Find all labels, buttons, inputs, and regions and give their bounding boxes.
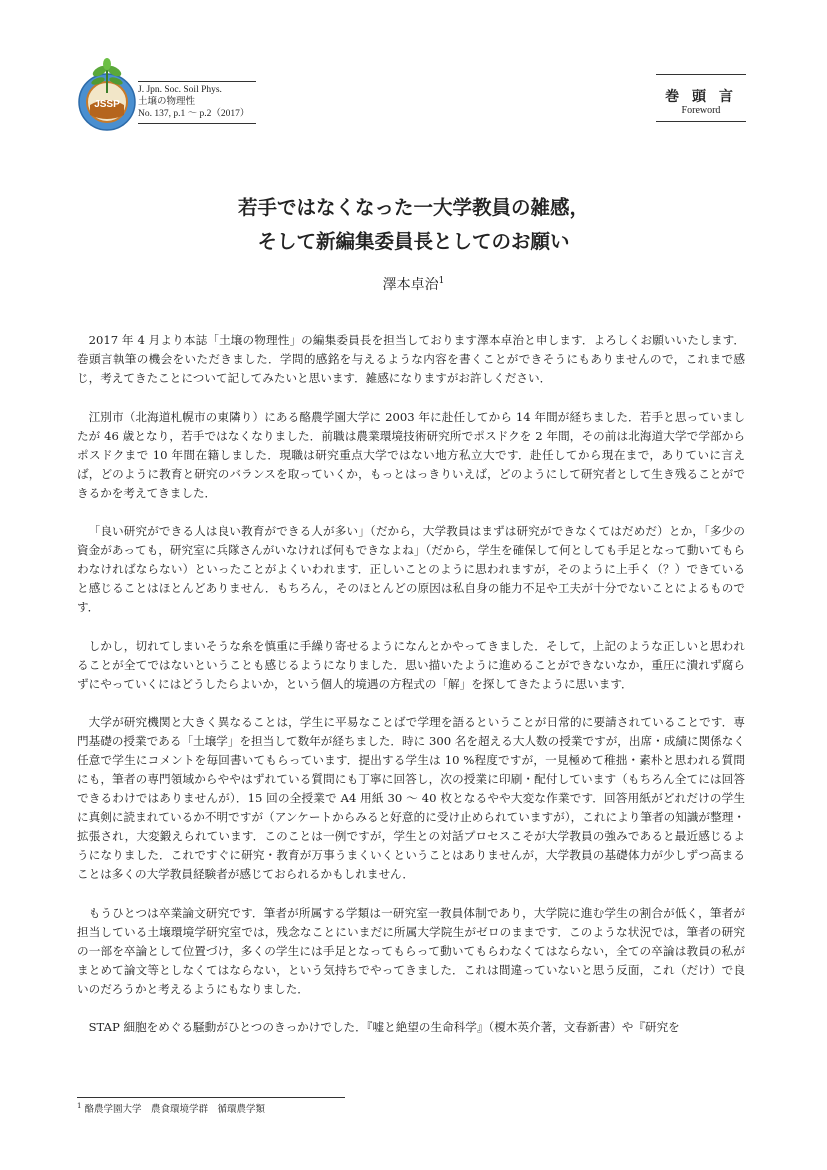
paragraph: 「良い研究ができる人は良い教育ができる人が多い」（だから，大学教員はまずは研究ができなくてはだめだ）とか，「多少の資金があっても，研究室に兵隊さんがいなければ何もできなよね」（だから，学生を確保して何としても手足となって動いてもらわなければならない）といったことがよくいわれます．正しいことのように思われますが，そのように上手く（？）できていると感じることはほとんどありません．もちろん，そのほとんどの原因は私自身の能力不足や工夫が十分でないことによるものです． bbox=[77, 524, 745, 614]
title-line-2: そして新編集委員長としてのお願い bbox=[257, 230, 570, 253]
author-name: 澤本卓治 bbox=[382, 277, 439, 293]
paragraph: もうひとつは卒業論文研究です．筆者が所属する学類は一研究室一教員体制であり，大学院に進む学生の割合が低く，筆者が担当している土壌環境学研究室では，残念なことにいまだに所属大学院生がゼロのままです．このような状況では，筆者の研究の一部を卒論として位置づけ，多くの学生には手足となってもらって動いてもらわなくてはならない，全ての卒論は教員の私がまとめて論文等としなくてはならない，という気持ちでやってきました．これは間違っていないと思う反面，これ（だけ）で良いのだろうかと考えるようにもなりました． bbox=[77, 905, 745, 996]
society-logo bbox=[76, 57, 138, 135]
journal-issue: No. 137, p.1 ～ p.2（2017） bbox=[138, 109, 250, 119]
section-label-jp: 巻 頭 言 bbox=[665, 89, 737, 105]
footnote bbox=[77, 1101, 265, 1115]
section-label-en: Foreword bbox=[681, 105, 721, 116]
paragraph: 江別市（北海道札幌市の東隣り）にある酪農学園大学に 2003 年に赴任してから 14 年間が経ちました．若手と思っていましたが 46 歳となり，若手ではなくなりました．前職は農業環境技術研究所でポスドクを 2 年間，その前は北海道大学で学部からポスドクまで 10 年間在籍しました．現職は研究重点大学ではない地方私立大です．赴任してから現在まで，ありていに言えば，どのように教育と研究のバランスを取っていくか，もっとはっきりいえば，どのようにして研究者として生き残ることができるかを考えてきました． bbox=[77, 409, 745, 500]
footnote-mark: 1 bbox=[77, 1102, 82, 1110]
paragraph: STAP 細胞をめぐる騒動がひとつのきっかけでした．『嘘と絶望の生命科学』（榎木英介著，文春新書）や『研究を bbox=[88, 1020, 680, 1034]
author-affiliation-mark: 1 bbox=[438, 276, 445, 286]
journal-info bbox=[138, 84, 256, 120]
paragraph: しかし，切れてしまいそうな糸を慎重に手繰り寄せるようになんとかやってきました．そして，上記のような正しいと思われることが全てではないということも感じるようになりました．思い描いたように進めることができないなか，重圧に潰れず腐らずにやっていくにはどうしたらよいか，という個人的境遇の方程式の「解」を探してきたように思います． bbox=[77, 638, 745, 691]
footnote-text: 酪農学園大学 農食環境学群 循環農学類 bbox=[84, 1104, 266, 1115]
article-title bbox=[0, 191, 827, 259]
author-line bbox=[0, 274, 827, 294]
journal-name-jp: 土壌の物理性 bbox=[138, 97, 196, 107]
section-label bbox=[656, 74, 746, 122]
journal-name-en: J. Jpn. Soc. Soil Phys. bbox=[138, 85, 222, 95]
footnote-rule bbox=[77, 1097, 345, 1098]
title-line-1: 若手ではなくなった一大学教員の雑感， bbox=[237, 196, 589, 219]
paragraph: 2017 年 4 月より本誌「土壌の物理性」の編集委員長を担当しております澤本卓治と申します．よろしくお願いいたします．巻頭言執筆の機会をいただきました．学問的感銘を与えるような内容を書くことができそうにもありませんので，これまで感じ，考えてきたことについて記してみたいと思います．雑感になりますがお許しください． bbox=[77, 333, 745, 385]
paragraph: 大学が研究機関と大きく異なることは，学生に平易なことばで学理を語るということが日常的に要請されていることです．専門基礎の授業である「土壌学」を担当して数年が経ちました．時に 300 名を超える大人数の授業ですが，出席・成績に関係なく任意で学生にコメントを毎回書いてもらっています．提出する学生は 10 %程度ですが，一見極めて稚拙・素朴と思われる質問にも，筆者の専門領域からややはずれている質問にも丁寧に回答し，次の授業に印刷・配付しています（もちろん全てには回答できるわけではありませんが）．15 回の全授業で A4 用紙 30 ～ 40 枚となるやや大変な作業です．回答用紙がどれだけの学生に真剣に読まれているか不明ですが（アンケートからみると好意的に受け止められていますが），これにより筆者の知識が整理・拡張され，大変鍛えられています．このことは一例ですが，学生との対話プロセスこそが大学教員の強みであると最近感じるようになりました．これですぐに研究・教育が万事うまくいくということはありませんが，大学教員の基礎体力が少しずつ高まることは多くの大学教員経験者が感じておられるかもしれません． bbox=[77, 715, 745, 881]
article-body bbox=[77, 331, 745, 1057]
svg-text:JSSP: JSSP bbox=[94, 99, 120, 110]
